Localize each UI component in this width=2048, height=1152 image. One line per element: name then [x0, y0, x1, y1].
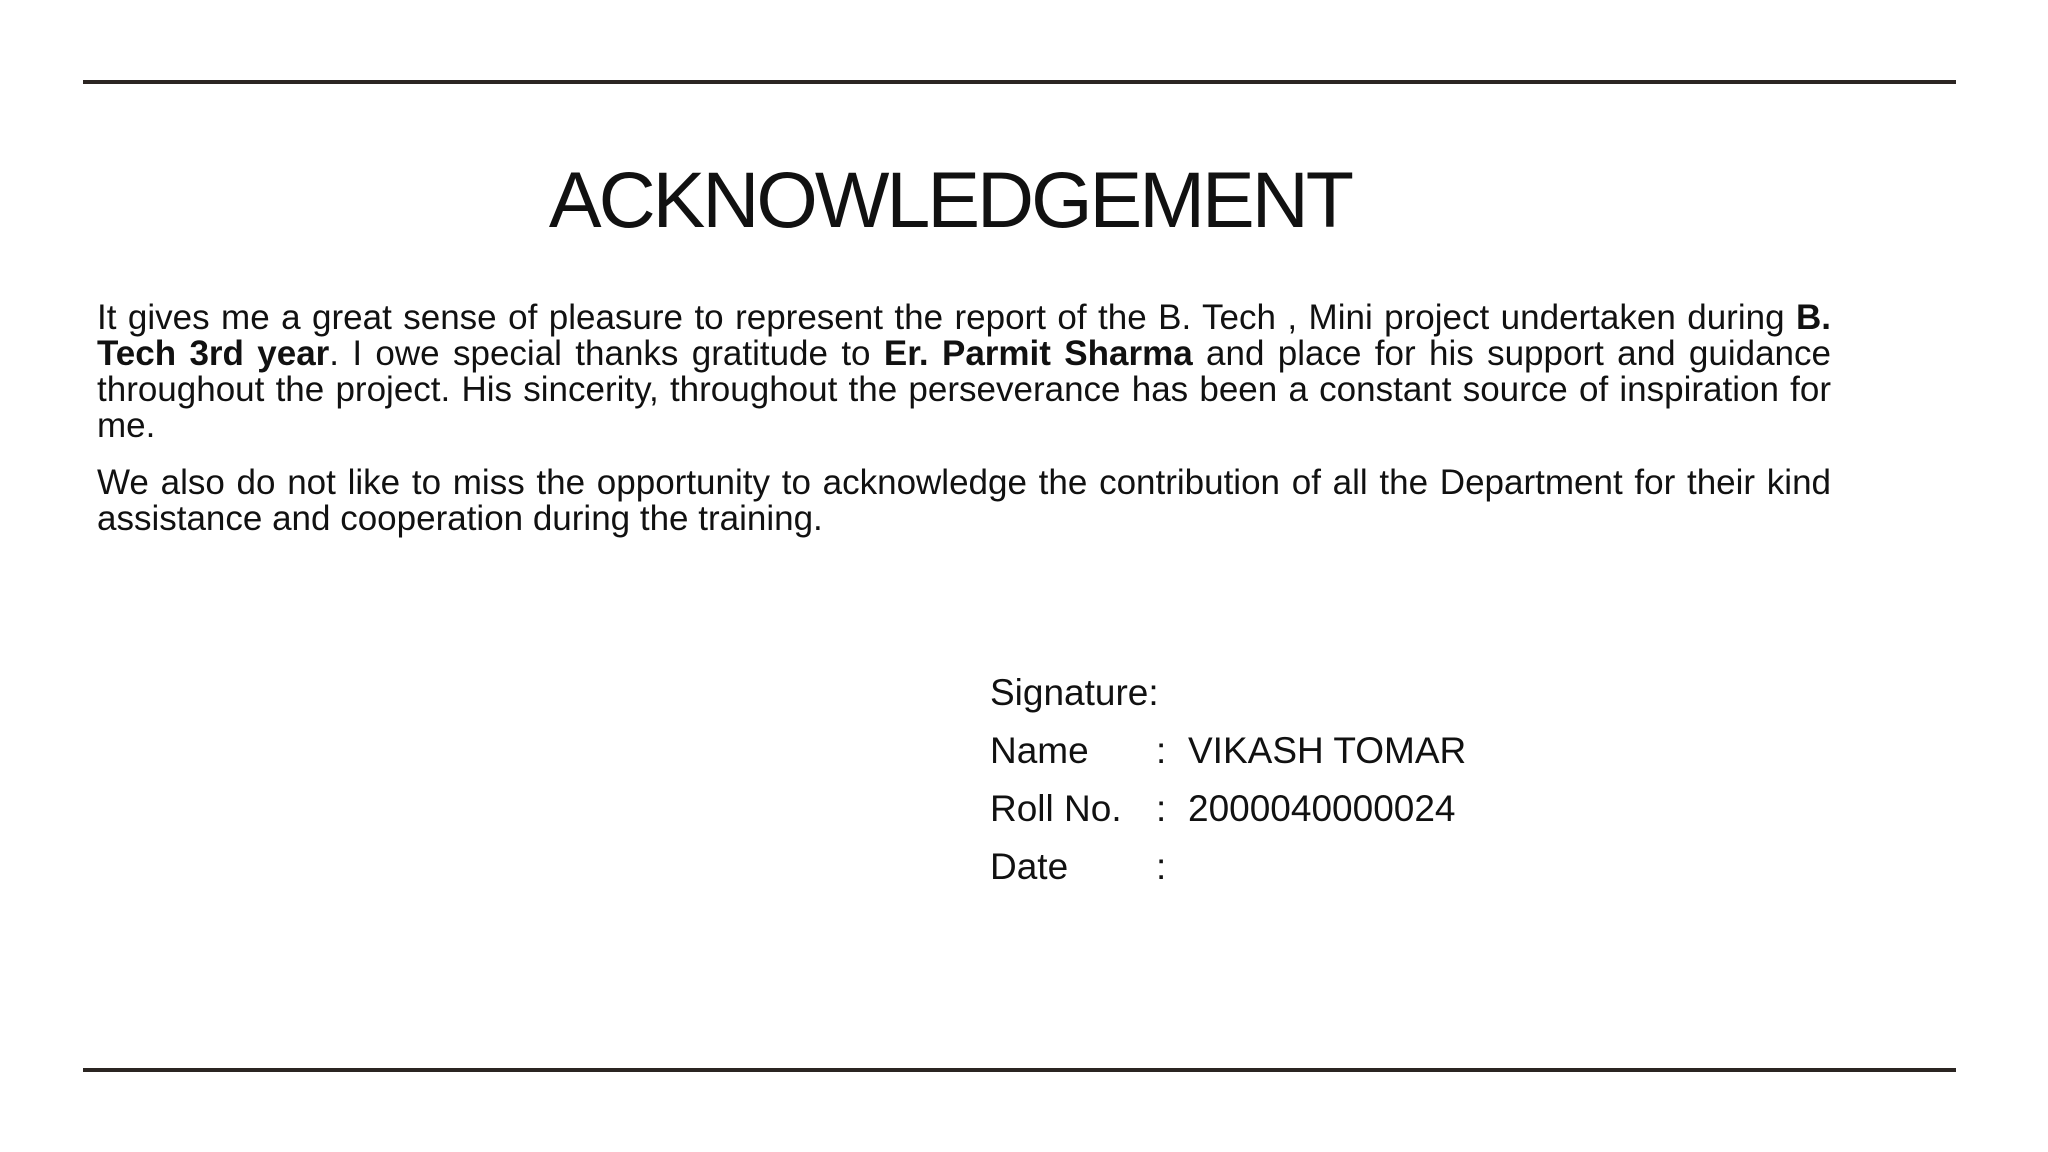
signature-block: [990, 664, 1466, 896]
date-label: Date: [990, 846, 1069, 887]
page-title: ACKNOWLEDGEMENT: [548, 155, 1352, 244]
paragraph-1-text-c: and place for his support and guidance throughout the project. His sincerity, throughout the perseverance has been a constant source of inspiration for me.: [97, 334, 1831, 445]
roll-value: 2000040000024: [1188, 788, 1456, 829]
top-rule: [83, 80, 1956, 84]
bottom-rule: [83, 1068, 1956, 1072]
paragraph-1-text-b: . I owe special thanks gratitude to: [329, 334, 884, 373]
date-row: [990, 838, 1466, 896]
paragraph-1-bold-course: B. Tech 3rd year: [97, 298, 1831, 373]
signature-row: [990, 664, 1466, 722]
roll-row: [990, 780, 1466, 838]
roll-colon: :: [1156, 788, 1167, 829]
name-value: VIKASH TOMAR: [1188, 730, 1467, 771]
paragraph-1-text-a: It gives me a great sense of pleasure to represent the report of the B. Tech , Mini project undertaken during: [97, 298, 1796, 337]
acknowledgement-body: [97, 300, 1831, 537]
paragraph-1: [97, 300, 1831, 444]
signature-label: Signature:: [990, 672, 1159, 713]
roll-label: Roll No.: [990, 788, 1122, 829]
paragraph-2: We also do not like to miss the opportunity to acknowledge the contribution of all the Department for their kind assistance and cooperation during the training.: [97, 463, 1831, 538]
paragraph-1-bold-guide: Er. Parmit Sharma: [883, 334, 1193, 373]
date-colon: :: [1156, 846, 1167, 887]
name-colon: :: [1156, 730, 1167, 771]
name-row: [990, 722, 1466, 780]
name-label: Name: [990, 730, 1089, 771]
